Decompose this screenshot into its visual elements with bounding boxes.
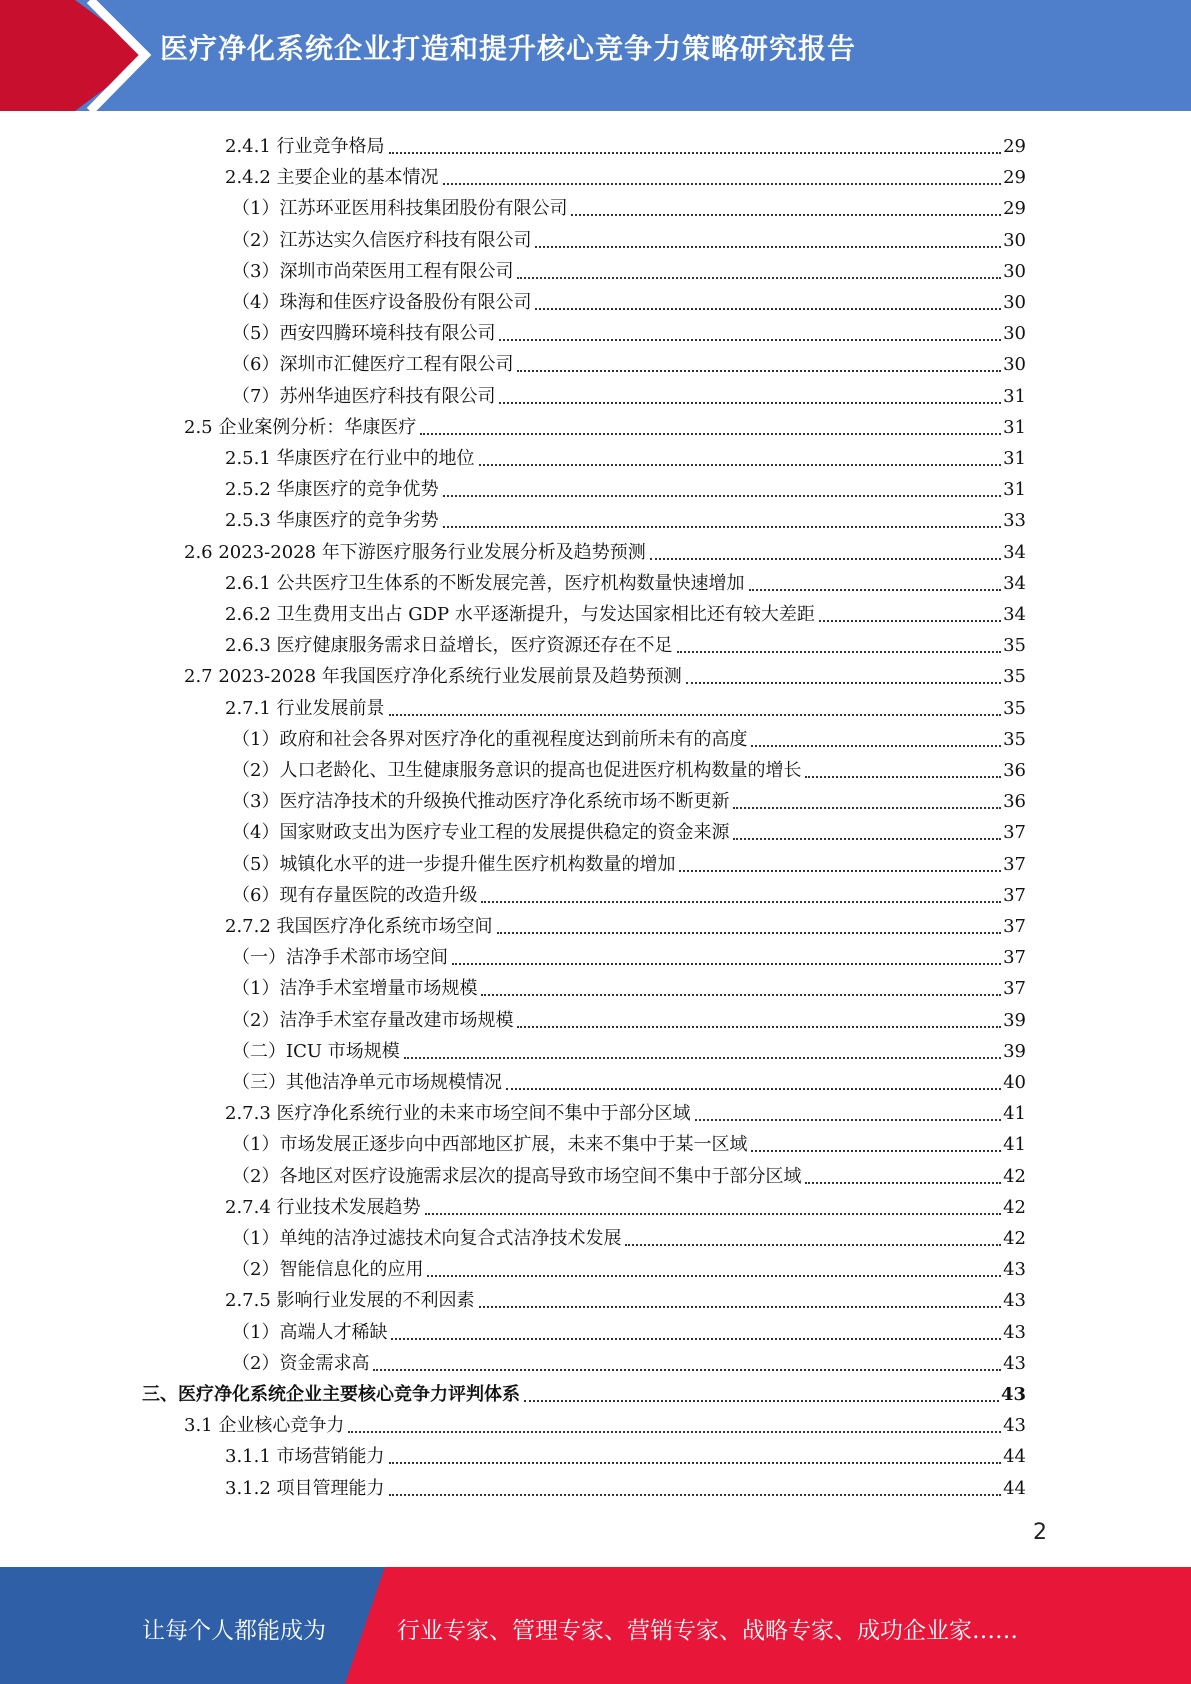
toc-entry[interactable] (225, 502, 1026, 533)
toc-entry-title: （2）资金需求高 (232, 1352, 370, 1374)
toc-entry[interactable] (225, 1438, 1026, 1469)
toc-entry-page: 30 (1003, 323, 1026, 345)
toc-entry[interactable] (225, 440, 1026, 471)
page-footer (0, 1567, 1191, 1684)
page-number: 2 (1033, 1520, 1047, 1545)
toc-entry[interactable] (232, 1314, 1026, 1345)
toc-entry-title: （2）人口老龄化、卫生健康服务意识的提高也促进医疗机构数量的增长 (232, 760, 802, 781)
toc-entry-page: 43 (1000, 1384, 1026, 1405)
toc-entry-page: 37 (1003, 947, 1026, 969)
toc-entry-title: 2.5.2 华康医疗的竞争优势 (225, 479, 439, 501)
toc-entry-title: 2.5.3 华康医疗的竞争劣势 (225, 510, 439, 532)
toc-dot-leader (389, 152, 1002, 154)
toc-entry-page: 37 (1003, 853, 1026, 875)
toc-entry[interactable] (225, 1470, 1026, 1501)
toc-entry-title: 2.6.2 卫生费用支出占 GDP 水平逐渐提升，与发达国家相比还有较大差距 (225, 604, 815, 625)
toc-entry-page: 34 (1003, 572, 1026, 594)
toc-entry-page: 42 (1003, 1196, 1026, 1218)
toc-entry-page: 30 (1003, 292, 1026, 313)
toc-dot-leader (443, 495, 1002, 497)
toc-entry-title: 2.5 企业案例分析：华康医疗 (184, 416, 417, 438)
toc-entry-title: 三、医疗净化系统企业主要核心竞争力评判体系 (142, 1384, 520, 1405)
toc-entry-page: 31 (1003, 448, 1026, 469)
toc-dot-leader (389, 1462, 1002, 1464)
toc-dot-leader (805, 776, 1001, 778)
toc-entry-page: 34 (1003, 541, 1026, 563)
toc-dot-leader (650, 558, 1001, 560)
toc-entry-title: 2.5.1 华康医疗在行业中的地位 (225, 448, 475, 469)
toc-dot-leader (391, 1338, 1001, 1340)
toc-dot-leader (425, 1213, 1002, 1215)
toc-entry-page: 37 (1003, 822, 1026, 844)
toc-entry-title: （2）智能信息化的应用 (232, 1259, 424, 1281)
toc-entry[interactable] (225, 1282, 1026, 1313)
toc-entry-title: 2.7.1 行业发展前景 (225, 697, 385, 719)
toc-dot-leader (373, 1369, 1001, 1371)
toc-entry-page: 30 (1003, 260, 1026, 282)
toc-entry-page: 42 (1003, 1165, 1026, 1187)
toc-dot-leader (517, 370, 1001, 372)
toc-entry[interactable] (225, 627, 1026, 658)
toc-dot-leader (819, 620, 1001, 622)
toc-entry[interactable] (184, 534, 1026, 565)
page-header (0, 0, 1191, 111)
toc-dot-leader (517, 1026, 1001, 1028)
toc-entry[interactable] (232, 1126, 1026, 1157)
toc-dot-leader (524, 1400, 999, 1402)
toc-dot-leader (625, 1244, 1001, 1246)
toc-entry-page: 31 (1003, 479, 1026, 501)
toc-entry-title: 2.4.2 主要企业的基本情况 (225, 167, 439, 189)
toc-entry-page: 42 (1003, 1228, 1026, 1249)
toc-entry-page: 31 (1003, 416, 1026, 438)
toc-dot-leader (479, 464, 1002, 466)
toc-entry[interactable] (232, 315, 1026, 346)
toc-dot-leader (677, 651, 1002, 653)
toc-dot-leader (443, 183, 1002, 185)
toc-entry-title: 2.7.4 行业技术发展趋势 (225, 1196, 421, 1218)
toc-entry-title: （3）医疗洁净技术的升级换代推动医疗净化系统市场不断更新 (232, 791, 730, 813)
toc-entry[interactable] (184, 409, 1026, 440)
toc-entry-page: 34 (1003, 604, 1026, 625)
toc-dot-leader (389, 714, 1002, 716)
toc-entry[interactable] (232, 877, 1026, 908)
toc-dot-leader (389, 1494, 1002, 1496)
toc-entry-page: 29 (1003, 167, 1026, 189)
toc-dot-leader (427, 1275, 1001, 1277)
toc-entry-title: （1）市场发展正逐步向中西部地区扩展，未来不集中于某一区域 (232, 1134, 748, 1156)
toc-entry[interactable] (232, 190, 1026, 221)
toc-entry-page: 43 (1003, 1352, 1026, 1374)
toc-entry[interactable] (184, 1407, 1026, 1438)
toc-entry-page: 41 (1003, 1134, 1026, 1156)
toc-dot-leader (535, 308, 1001, 310)
toc-entry-title: 2.6.3 医疗健康服务需求日益增长，医疗资源还存在不足 (225, 635, 673, 657)
toc-entry-title: （4）珠海和佳医疗设备股份有限公司 (232, 292, 532, 313)
toc-entry[interactable] (225, 159, 1026, 190)
toc-entry-page: 41 (1003, 1103, 1026, 1125)
toc-entry[interactable] (232, 970, 1026, 1001)
toc-entry-page: 37 (1003, 884, 1026, 906)
toc-dot-leader (749, 589, 1002, 591)
toc-entry-title: （5）西安四腾环境科技有限公司 (232, 323, 496, 345)
toc-dot-leader (420, 433, 1001, 435)
footer-slogan-left: 让每个人都能成为 (142, 1618, 326, 1644)
toc-entry[interactable] (232, 752, 1026, 783)
toc-entry[interactable] (232, 939, 1026, 970)
toc-entry-title: （三）其他洁净单元市场规模情况 (232, 1072, 502, 1093)
toc-entry-title: （6）现有存量医院的改造升级 (232, 884, 478, 906)
toc-dot-leader (481, 994, 1001, 996)
toc-dot-leader (517, 277, 1001, 279)
toc-dot-leader (452, 963, 1001, 965)
toc-entry[interactable] (225, 471, 1026, 502)
toc-entry[interactable] (225, 908, 1026, 939)
toc-dot-leader (686, 682, 1001, 684)
toc-entry-page: 33 (1003, 510, 1026, 532)
toc-dot-leader (443, 526, 1002, 528)
toc-entry-page: 37 (1003, 978, 1026, 1000)
toc-entry[interactable] (232, 846, 1026, 877)
toc-entry-page: 44 (1003, 1446, 1026, 1468)
toc-entry-page: 39 (1003, 1009, 1026, 1031)
toc-entry-title: （一）洁净手术部市场空间 (232, 947, 448, 969)
toc-dot-leader (805, 1182, 1001, 1184)
toc-entry-page: 43 (1003, 1259, 1026, 1281)
toc-entry-page: 36 (1003, 791, 1026, 813)
toc-entry[interactable] (232, 1220, 1026, 1251)
toc-entry-title: （1）洁净手术室增量市场规模 (232, 978, 478, 1000)
toc-entry-page: 44 (1003, 1477, 1026, 1499)
toc-entry[interactable] (232, 284, 1026, 315)
toc-entry-title: （3）深圳市尚荣医用工程有限公司 (232, 260, 514, 282)
toc-entry-page: 43 (1003, 1415, 1026, 1437)
toc-entry[interactable] (232, 346, 1026, 377)
toc-entry[interactable] (184, 658, 1026, 689)
toc-entry-title: 2.7 2023-2028 年我国医疗净化系统行业发展前景及趋势预测 (184, 666, 682, 688)
toc-entry-title: （4）国家财政支出为医疗专业工程的发展提供稳定的资金来源 (232, 822, 730, 844)
toc-entry-page: 31 (1003, 385, 1026, 407)
toc-entry-page: 35 (1003, 697, 1026, 719)
toc-dot-leader (499, 339, 1001, 341)
toc-entry-title: （7）苏州华迪医疗科技有限公司 (232, 385, 496, 407)
toc-dot-leader (497, 932, 1002, 934)
toc-entry-page: 43 (1003, 1321, 1026, 1343)
toc-dot-leader (733, 838, 1001, 840)
toc-entry[interactable] (232, 1002, 1026, 1033)
toc-entry[interactable] (225, 128, 1026, 159)
toc-dot-leader (404, 1057, 1001, 1059)
toc-entry-title: （1）单纯的洁净过滤技术向复合式洁净技术发展 (232, 1228, 622, 1249)
toc-entry[interactable] (232, 378, 1026, 409)
toc-entry-page: 43 (1003, 1290, 1026, 1312)
toc-entry[interactable] (232, 1345, 1026, 1376)
toc-entry-title: 3.1.1 市场营销能力 (225, 1446, 385, 1468)
toc-entry-page: 35 (1003, 666, 1026, 688)
toc-entry-title: 2.7.2 我国医疗净化系统市场空间 (225, 916, 493, 937)
toc-entry-title: （6）深圳市汇健医疗工程有限公司 (232, 354, 514, 376)
toc-entry-title: 3.1 企业核心竞争力 (184, 1415, 345, 1437)
toc-entry-title: 2.4.1 行业竞争格局 (225, 136, 385, 157)
toc-entry[interactable] (232, 1033, 1026, 1064)
toc-entry-page: 40 (1003, 1072, 1026, 1093)
toc-dot-leader (535, 246, 1001, 248)
toc-dot-leader (695, 1119, 1002, 1121)
toc-entry-title: （2）洁净手术室存量改建市场规模 (232, 1009, 514, 1031)
toc-entry[interactable] (225, 596, 1026, 627)
toc-dot-leader (506, 1088, 1001, 1090)
toc-entry-title: （2）各地区对医疗设施需求层次的提高导致市场空间不集中于部分区域 (232, 1165, 802, 1187)
report-title: 医疗净化系统企业打造和提升核心竞争力策略研究报告 (160, 32, 857, 65)
toc-entry-title: 3.1.2 项目管理能力 (225, 1477, 385, 1499)
toc-dot-leader (571, 214, 1001, 216)
toc-entry[interactable] (232, 1158, 1026, 1189)
toc-dot-leader (679, 870, 1001, 872)
toc-entry[interactable] (232, 1251, 1026, 1282)
toc-entry-title: （二）ICU 市场规模 (232, 1040, 400, 1062)
toc-entry[interactable] (232, 721, 1026, 752)
toc-entry-page: 36 (1003, 760, 1026, 781)
toc-entry-title: （1）高端人才稀缺 (232, 1321, 388, 1343)
toc-entry[interactable] (225, 1189, 1026, 1220)
toc-entry[interactable] (232, 253, 1026, 284)
toc-entry-page: 35 (1003, 728, 1026, 750)
toc-entry-page: 30 (1003, 354, 1026, 376)
toc-dot-leader (348, 1431, 1001, 1433)
toc-entry[interactable] (225, 1095, 1026, 1126)
toc-dot-leader (733, 807, 1001, 809)
toc-dot-leader (751, 1150, 1001, 1152)
toc-entry-title: （5）城镇化水平的进一步提升催生医疗机构数量的增加 (232, 853, 676, 875)
toc-entry[interactable] (225, 565, 1026, 596)
toc-entry[interactable] (232, 814, 1026, 845)
toc-entry-page: 29 (1003, 198, 1026, 220)
toc-entry-page: 29 (1003, 136, 1026, 157)
toc-entry-page: 30 (1003, 229, 1026, 251)
toc-entry-title: （2）江苏达实久信医疗科技有限公司 (232, 229, 532, 251)
toc-entry-page: 35 (1003, 635, 1026, 657)
toc-entry-page: 39 (1003, 1040, 1026, 1062)
toc-dot-leader (479, 1306, 1002, 1308)
footer-slogan-right: 行业专家、管理专家、营销专家、战略专家、成功企业家…… (397, 1618, 1018, 1644)
toc-entry[interactable] (142, 1376, 1026, 1407)
toc-entry-page: 37 (1003, 916, 1026, 937)
toc-entry[interactable] (232, 222, 1026, 253)
toc-entry[interactable] (232, 783, 1026, 814)
toc-entry-title: 2.7.5 影响行业发展的不利因素 (225, 1290, 475, 1312)
toc-entry-title: 2.7.3 医疗净化系统行业的未来市场空间不集中于部分区域 (225, 1103, 691, 1125)
toc-entry[interactable] (232, 1064, 1026, 1095)
toc-entry-title: （1）江苏环亚医用科技集团股份有限公司 (232, 198, 568, 220)
toc-entry[interactable] (225, 690, 1026, 721)
toc-dot-leader (499, 402, 1001, 404)
toc-dot-leader (751, 745, 1001, 747)
toc-entry-title: 2.6.1 公共医疗卫生体系的不断发展完善，医疗机构数量快速增加 (225, 572, 745, 594)
toc-entry-title: （1）政府和社会各界对医疗净化的重视程度达到前所未有的高度 (232, 728, 748, 750)
toc-dot-leader (481, 901, 1001, 903)
toc-entry-title: 2.6 2023-2028 年下游医疗服务行业发展分析及趋势预测 (184, 541, 646, 563)
